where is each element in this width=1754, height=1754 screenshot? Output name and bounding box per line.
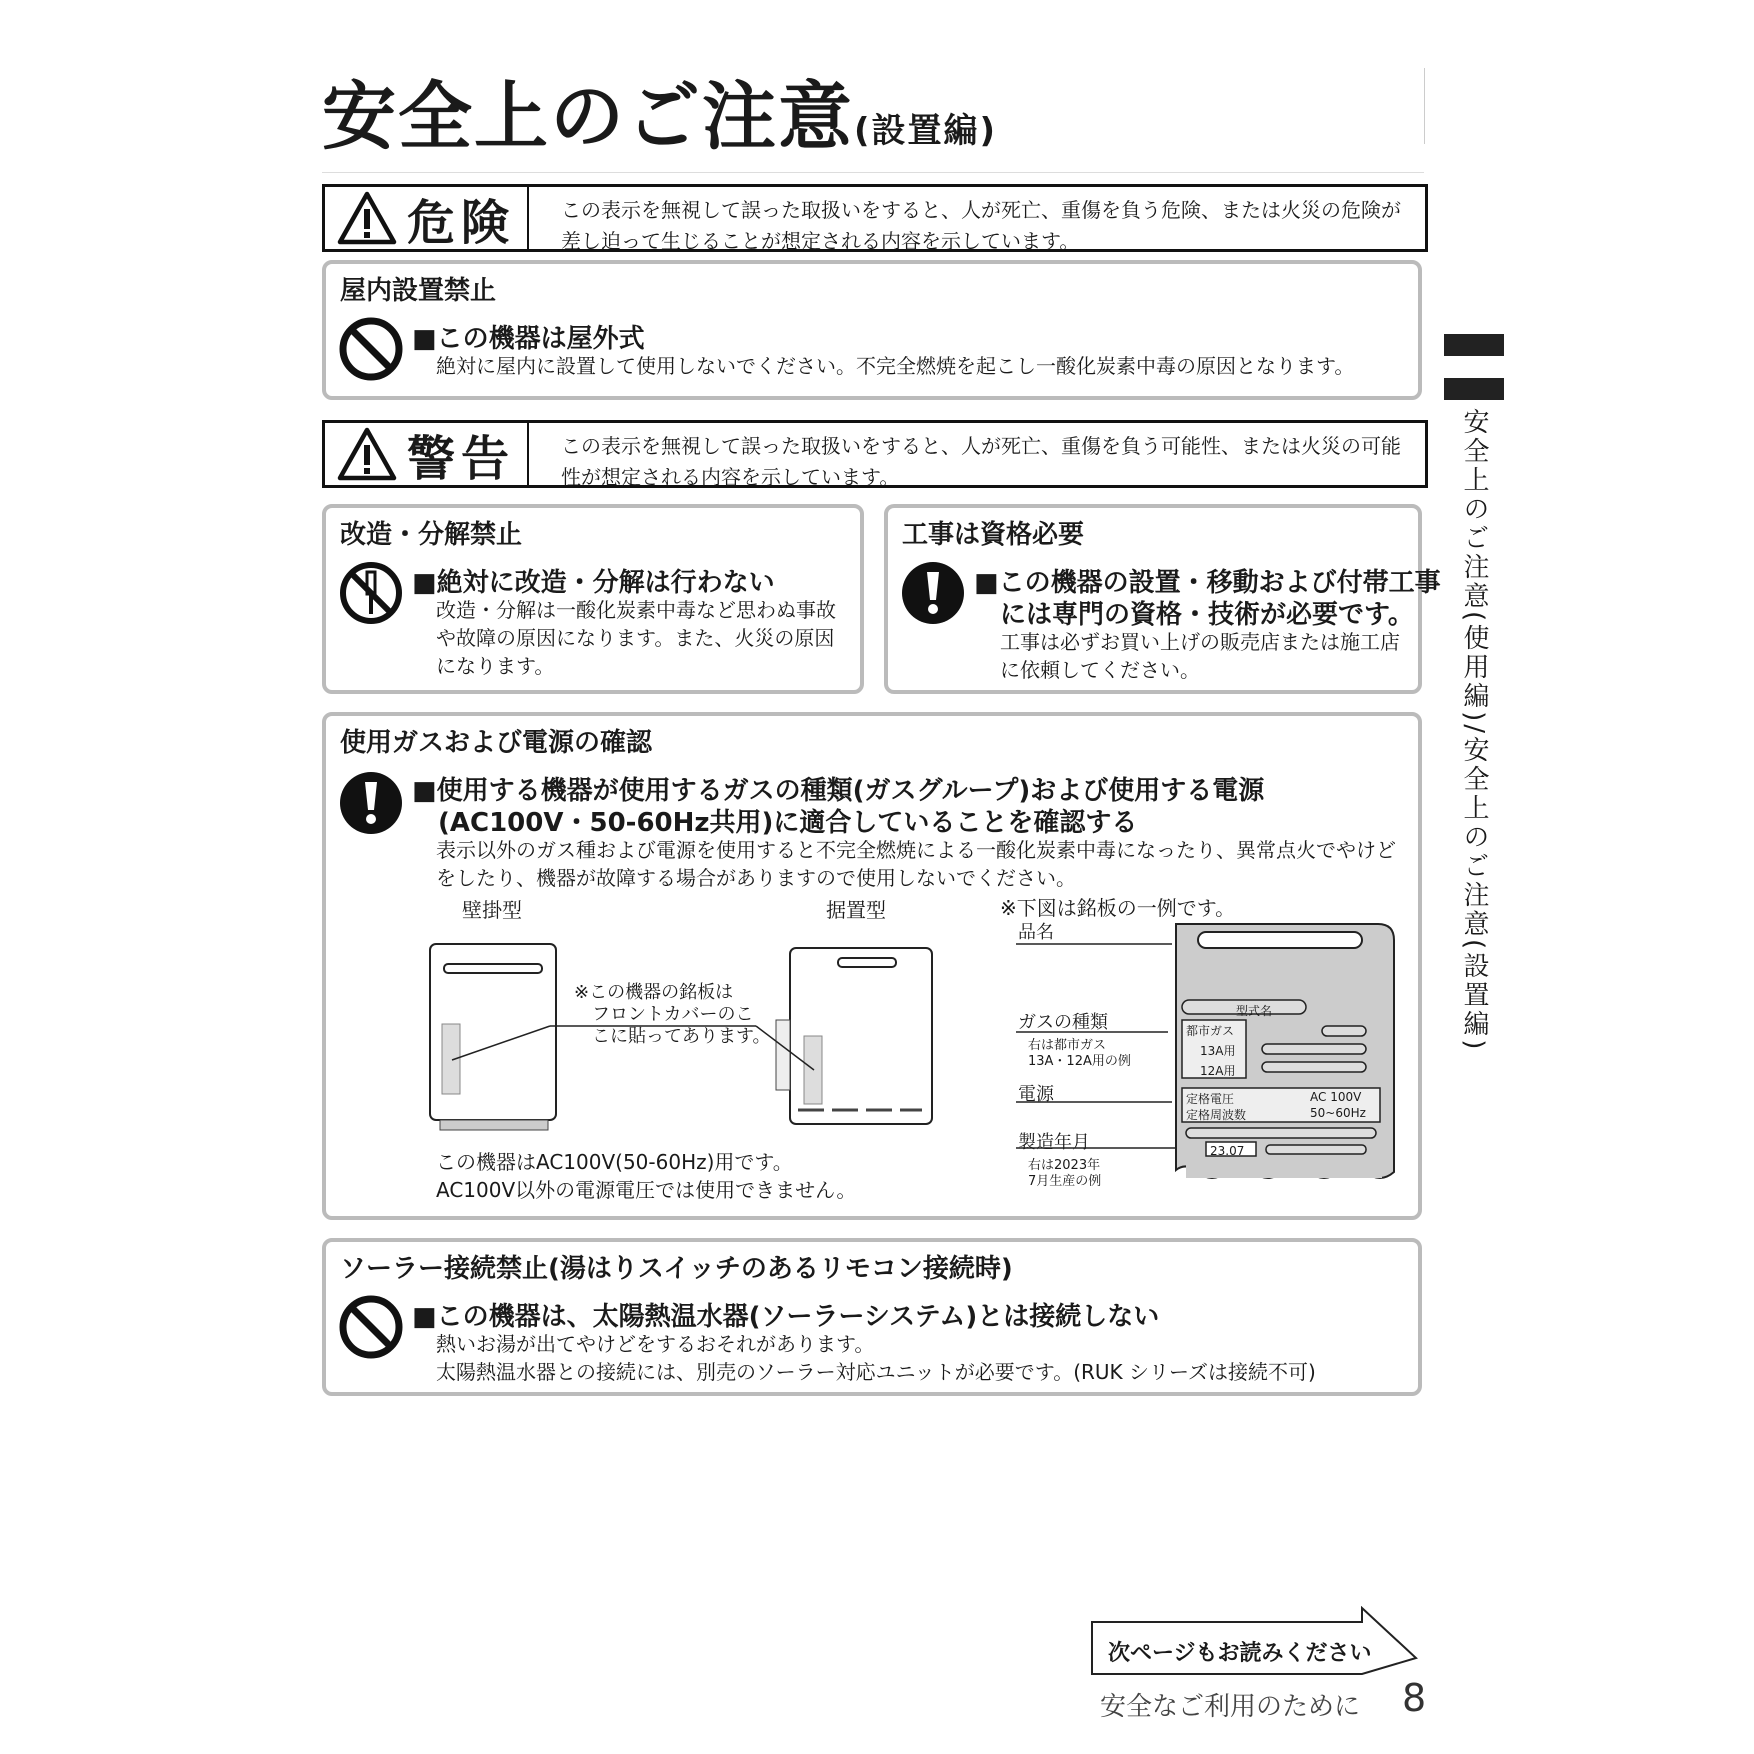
indoor-body: 絶対に屋内に設置して使用しないでください。不完全燃焼を起こし一酸化炭素中毒の原因となります。 <box>436 354 1355 378</box>
qualify-item-line1: ■この機器の設置・移動および付帯工事 <box>974 568 1441 598</box>
warning-triangle-icon <box>337 191 397 245</box>
plate-12a: 12A用 <box>1200 1064 1236 1078</box>
power-note-2: AC100V以外の電源電圧では使用できません。 <box>436 1178 857 1202</box>
wall-type-label: 壁掛型 <box>462 898 522 922</box>
gas-heading: 使用ガスおよび電源の確認 <box>340 728 653 758</box>
no-disassembly-icon <box>338 560 404 626</box>
plate-model: 型式名 <box>1236 1004 1273 1018</box>
page-number: 8 <box>1402 1676 1427 1720</box>
solar-body-1: 熱いお湯が出てやけどをするおそれがあります。 <box>436 1332 875 1356</box>
plate-13a: 13A用 <box>1200 1044 1236 1058</box>
plate-date: 23.07 <box>1210 1144 1245 1158</box>
plate-label-name: 品名 <box>1018 922 1054 943</box>
qualify-heading: 工事は資格必要 <box>902 520 1085 550</box>
gas-body: 表示以外のガス種および電源を使用すると不完全燃焼による一酸化炭素中毒になったり、異常点火でやけどをしたり、機器が故障する場合がありますので使用しないでください。 <box>436 838 1396 890</box>
warning-triangle-icon <box>337 427 397 481</box>
qualify-body: 工事は必ずお買い上げの販売店または施工店に依頼してください。 <box>1000 630 1400 682</box>
power-note-1: この機器はAC100V(50-60Hz)用です。 <box>436 1150 793 1174</box>
plate-label-gas-sub2: 13A・12A用の例 <box>1028 1054 1131 1069</box>
gas-item-line1: ■使用する機器が使用するガスの種類(ガスグループ)および使用する電源 <box>412 776 1265 806</box>
page-title <box>322 58 997 164</box>
qualification-box <box>884 504 1441 694</box>
side-tab-label: 安全上のご注意(使用編)/安全上のご注意(設置編) <box>1459 408 1489 1053</box>
page-title-main: 安全上のご注意 <box>322 74 854 160</box>
warning-signal-box <box>322 420 1428 488</box>
indoor-item: ■この機器は屋外式 <box>412 324 645 354</box>
plate-volt-value: AC 100V <box>1310 1090 1362 1104</box>
danger-signal-box <box>322 184 1428 252</box>
modify-heading: 改造・分解禁止 <box>340 520 523 550</box>
danger-word: 危険 <box>406 194 515 251</box>
warning-word: 警告 <box>406 430 515 487</box>
plate-callout-2: フロントカバーのこ <box>592 1004 754 1025</box>
side-tab-bar-2 <box>1444 378 1504 400</box>
gas-power-box <box>322 712 1422 1220</box>
prohibited-icon <box>338 1294 404 1360</box>
warning-label <box>325 423 529 485</box>
plate-callout-1: ※この機器の銘板は <box>574 982 734 1003</box>
gas-item-line2: (AC100V・50-60Hz共用)に適合していることを確認する <box>438 808 1138 838</box>
mandatory-icon <box>900 560 966 626</box>
footer-section-title: 安全なご利用のために <box>1100 1692 1361 1722</box>
indoor-install-box <box>322 260 1422 400</box>
solar-box <box>322 1238 1422 1396</box>
modify-item: ■絶対に改造・分解は行わない <box>412 568 775 598</box>
plate-label-date-sub2: 7月生産の例 <box>1028 1174 1102 1189</box>
plate-label-power: 電源 <box>1018 1084 1054 1105</box>
floor-type-label: 据置型 <box>826 898 886 922</box>
mandatory-icon <box>338 770 404 836</box>
plate-label-date-sub1: 右は2023年 <box>1028 1158 1101 1173</box>
page-title-sub: (設置編) <box>854 111 998 151</box>
solar-item: ■この機器は、太陽熱温水器(ソーラーシステム)とは接続しない <box>412 1302 1160 1332</box>
plate-callout-3: こに貼ってあります。 <box>592 1026 771 1047</box>
plate-example-note: ※下図は銘板の一例です。 <box>1000 896 1236 920</box>
plate-label-date: 製造年月 <box>1018 1132 1090 1153</box>
side-tab-bar-1 <box>1444 334 1504 356</box>
danger-label <box>325 187 529 249</box>
title-underline <box>322 172 1424 173</box>
no-modify-box <box>322 504 864 694</box>
next-page-text[interactable]: 次ページもお読みください <box>1108 1641 1372 1666</box>
warning-text: この表示を無視して誤った取扱いをすると、人が死亡、重傷を負う可能性、または火災の可能性が想定される内容を示しています。 <box>561 434 1401 489</box>
danger-text: この表示を無視して誤った取扱いをすると、人が死亡、重傷を負う危険、または火災の危険が差し迫って生じることが想定される内容を示しています。 <box>561 198 1401 253</box>
plate-label-gas: ガスの種類 <box>1018 1012 1108 1033</box>
modify-body: 改造・分解は一酸化炭素中毒など思わぬ事故や故障の原因になります。また、火災の原因になります。 <box>436 598 836 678</box>
plate-freq-label: 定格周波数 <box>1186 1108 1247 1122</box>
prohibited-icon <box>338 316 404 382</box>
plate-citygas: 都市ガス <box>1186 1024 1235 1038</box>
plate-label-gas-sub1: 右は都市ガス <box>1028 1038 1107 1053</box>
plate-freq-value: 50~60Hz <box>1310 1106 1366 1120</box>
solar-body-2: 太陽熱温水器との接続には、別売のソーラー対応ユニットが必要です。(RUK シリーズは接続不可) <box>436 1360 1316 1384</box>
indoor-heading: 屋内設置禁止 <box>340 276 497 306</box>
solar-heading: ソーラー接続禁止(湯はりスイッチのあるリモコン接続時) <box>340 1254 1013 1284</box>
qualify-item-line2: には専門の資格・技術が必要です。 <box>1000 600 1414 630</box>
plate-volt-label: 定格電圧 <box>1186 1092 1235 1106</box>
title-divider <box>1424 68 1425 144</box>
